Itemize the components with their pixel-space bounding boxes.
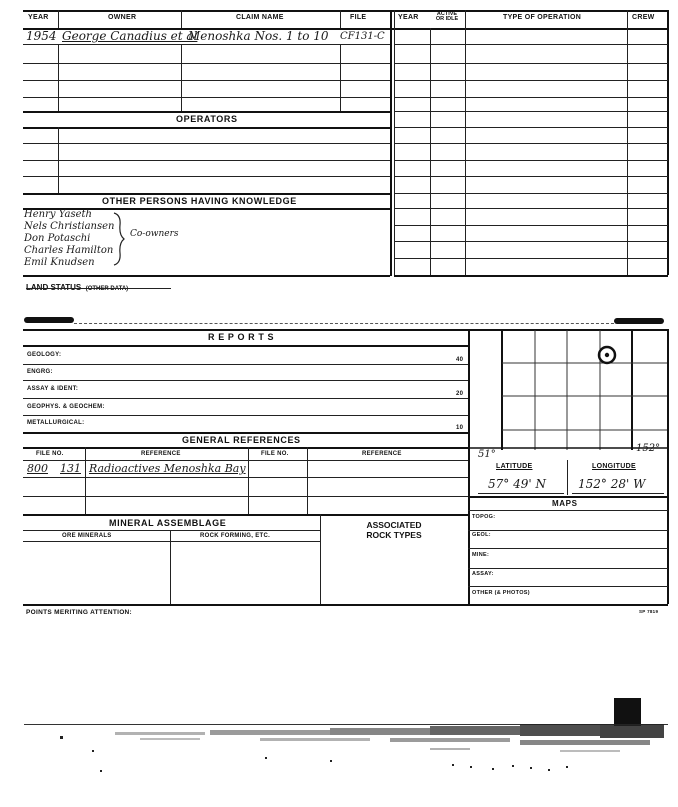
mineral-col-line: [170, 530, 171, 604]
punch-mark-left: [24, 317, 74, 323]
op-row-line: [394, 127, 668, 128]
other-persons-list: [24, 209, 144, 269]
report-row-line: [23, 364, 468, 365]
op-row-line: [394, 258, 668, 259]
latitude-label: LATITUDE: [496, 463, 533, 470]
claim-row-line: [23, 111, 390, 113]
map-row-label: OTHER (& PHOTOS): [472, 590, 530, 596]
op-row-line: [394, 225, 668, 226]
mineral-title-rule: [23, 530, 320, 531]
header-divider: [340, 10, 341, 28]
associated-line-1: ASSOCIATED: [366, 520, 422, 530]
op-row-line: [394, 160, 668, 161]
lower-bottom-rule: [23, 604, 668, 606]
land-status-label: LAND STATUS: [26, 283, 82, 292]
ref-file-prefix: 800: [27, 462, 48, 475]
report-row-line: [23, 380, 468, 381]
header-divider: [181, 10, 182, 28]
co-owners-note: Co-owners: [130, 229, 179, 239]
header-type-of-operation: TYPE OF OPERATION: [503, 14, 582, 21]
map-row-line: [468, 568, 668, 569]
ref-col-line: [248, 447, 249, 514]
associated-line-2: ROCK TYPES: [366, 530, 422, 540]
map-row-label: GEOL:: [472, 532, 491, 538]
lat-value-underline: [478, 493, 564, 494]
op-row-line: [394, 44, 668, 45]
map-row-label: MINE:: [472, 552, 490, 558]
op-row-line: [394, 208, 668, 209]
entry-owner: George Canadius et al: [62, 29, 198, 43]
person-name: Henry Yaseth: [24, 209, 92, 220]
header-divider: [58, 10, 59, 28]
lat-long-divider: [567, 460, 568, 495]
map-row-label: TOPOG:: [472, 514, 496, 520]
op-row-line: [394, 80, 668, 81]
ref-bottom-rule: [23, 514, 468, 516]
ref-header-reference-2: REFERENCE: [362, 451, 402, 457]
header-active: ACTIVE: [436, 11, 458, 17]
header-divider: [627, 10, 628, 28]
report-num: 10: [456, 425, 464, 431]
op-row-line: [394, 143, 668, 144]
ref-header-file-no-2: FILE NO.: [261, 451, 289, 457]
map-row-line: [468, 586, 668, 587]
ref-header-file-no: FILE NO.: [36, 451, 64, 457]
op-bottom-rule: [394, 275, 668, 277]
report-row-line: [23, 432, 468, 434]
longitude-label: LONGITUDE: [592, 463, 636, 470]
report-num: 20: [456, 391, 464, 397]
operator-row-line: [23, 160, 390, 161]
left-right-split: [390, 10, 392, 276]
op-row-line: [394, 63, 668, 64]
associated-rock-types: [330, 520, 458, 540]
ore-minerals-label: ORE MINERALS: [62, 533, 112, 539]
location-circle-marker-icon: [596, 344, 618, 366]
entry-file: CF131-C: [340, 31, 385, 42]
header-crew: CREW: [632, 14, 655, 21]
ref-header-reference: REFERENCE: [141, 451, 181, 457]
long-tick: 152°: [636, 443, 661, 454]
scan-dark-square: [614, 698, 641, 726]
ref-col-line: [307, 447, 308, 514]
op-col-line: [627, 28, 628, 275]
header-divider: [465, 10, 466, 28]
person-name: Emil Knudsen: [24, 257, 95, 268]
lat-tick: 51°: [478, 449, 496, 460]
ref-header-rule: [23, 460, 468, 461]
report-label: GEOPHYS. & GEOCHEM:: [27, 404, 105, 410]
report-num: 40: [456, 357, 464, 363]
location-grid: [470, 330, 667, 460]
header-top-rule: [23, 10, 668, 12]
land-status: [26, 277, 128, 295]
operator-row-line: [23, 193, 390, 195]
general-references-rule: [23, 447, 468, 449]
report-label: ENGRG:: [27, 369, 53, 375]
op-row-line: [394, 97, 668, 98]
maps-title: MAPS: [552, 499, 578, 508]
report-label: METALLURGICAL:: [27, 420, 85, 426]
claim-col-line: [58, 44, 59, 111]
general-references-title: GENERAL REFERENCES: [182, 435, 301, 445]
ref-row-line: [23, 496, 468, 497]
form-code: SP 7819: [639, 609, 659, 614]
claim-row-line: [23, 97, 390, 98]
operator-row-line: [23, 143, 390, 144]
longitude-value: 152° 28' W: [578, 477, 646, 491]
map-row-line: [468, 548, 668, 549]
operators-title: OPERATORS: [176, 114, 238, 124]
header-or-idle: OR IDLE: [435, 16, 459, 22]
claim-row-line: [23, 44, 390, 45]
op-col-line: [465, 28, 466, 275]
brace-icon: [112, 211, 126, 267]
header-claim-name: CLAIM NAME: [236, 14, 284, 21]
land-status-sub: (OTHER DATA): [85, 286, 129, 292]
report-row-line: [23, 398, 468, 399]
map-row-label: ASSAY:: [472, 571, 494, 577]
latitude-value: 57° 49' N: [488, 477, 546, 491]
claim-row-line: [23, 63, 390, 64]
ref-col-line: [85, 447, 86, 514]
op-row-line: [394, 176, 668, 177]
land-status-underline: [26, 288, 171, 289]
operator-col-line: [58, 127, 59, 193]
op-row-line: [394, 241, 668, 242]
punch-mark-right: [614, 318, 664, 324]
entry-year: 1954: [26, 29, 57, 43]
ref-file-no: 131: [60, 462, 81, 475]
ref-row-line: [23, 477, 468, 478]
entry-claim-name: Menoshka Nos. 1 to 10: [188, 29, 329, 43]
scan-noise-band: [0, 724, 678, 780]
person-name: Charles Hamilton: [24, 245, 114, 256]
map-row-line: [468, 530, 668, 531]
long-value-underline: [572, 493, 664, 494]
ref-reference: Radioactives Menoshka Bay: [89, 462, 246, 475]
header-year: YEAR: [28, 14, 49, 21]
maps-title-rule: [468, 510, 668, 511]
operator-row-line: [23, 176, 390, 177]
header-active-or-idle: [432, 12, 462, 22]
op-row-line: [394, 111, 668, 112]
person-name: Don Potaschi: [24, 233, 91, 244]
mineral-col-line: [320, 514, 321, 604]
person-name: Nels Christiansen: [24, 221, 115, 232]
op-row-line: [394, 193, 668, 194]
report-label: GEOLOGY:: [27, 352, 62, 358]
maps-top-rule: [468, 496, 668, 498]
reports-title: R E P O R T S: [208, 332, 275, 342]
claim-col-line: [340, 44, 341, 111]
location-right-edge: [667, 329, 669, 604]
lower-top-dashed-rule: [74, 323, 614, 324]
other-persons-title: OTHER PERSONS HAVING KNOWLEDGE: [102, 196, 297, 206]
header-owner: OWNER: [108, 14, 137, 21]
mineral-assemblage-title: MINERAL ASSEMBLAGE: [109, 518, 227, 528]
operators-rule: [23, 127, 390, 129]
header-file: FILE: [350, 14, 367, 21]
claim-row-line: [23, 80, 390, 81]
reports-rule: [23, 345, 468, 347]
report-label: ASSAY & IDENT:: [27, 386, 79, 392]
claim-col-line: [181, 44, 182, 111]
mineral-header-rule: [23, 541, 320, 542]
op-col-line: [430, 28, 431, 275]
report-row-line: [23, 415, 468, 416]
points-meriting-attention: POINTS MERITING ATTENTION:: [26, 609, 133, 616]
header-op-year: YEAR: [398, 14, 419, 21]
rock-forming-label: ROCK FORMING, ETC.: [200, 533, 271, 539]
